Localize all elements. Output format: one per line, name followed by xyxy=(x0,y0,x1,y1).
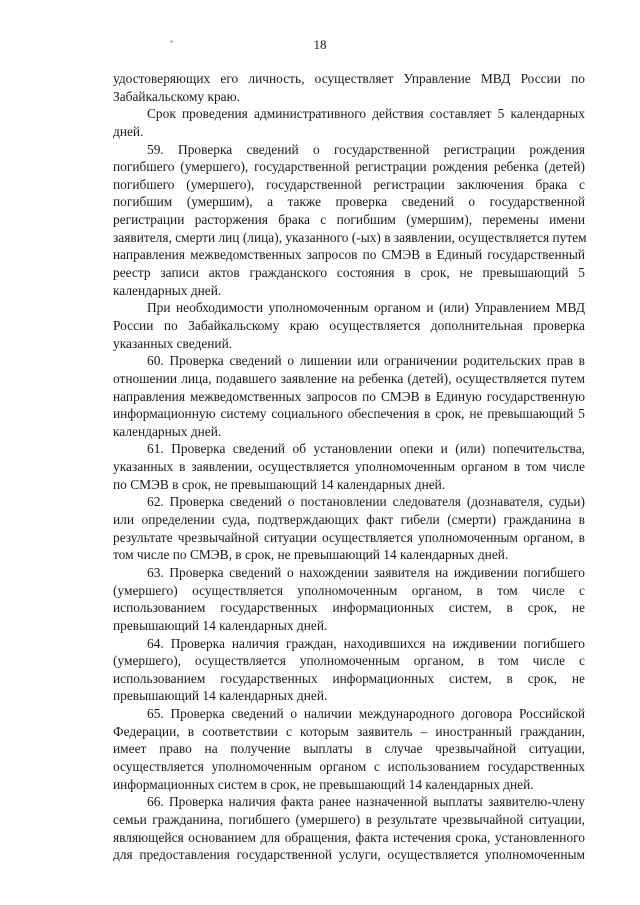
text-line: отношении лица, подавшего заявление на ребенка (детей), осуществляется путем xyxy=(113,370,585,386)
text-line: информационную систему социального обеспечения в срок, не превышающий 5 xyxy=(113,406,585,422)
text-line: по СМЭВ в срок, не превышающий 14 календарных дней. xyxy=(113,476,446,492)
text-line: реестр записи актов гражданского состояния в срок, не превышающий 5 xyxy=(113,265,585,281)
text-line: превышающий 14 календарных дней. xyxy=(113,688,328,704)
text-line: использованием государственных информационных систем, в срок, не xyxy=(113,670,585,686)
text-line: 59. Проверка сведений о государственной регистрации рождения xyxy=(147,141,585,157)
text-line: удостоверяющих его личность, осуществляет Управление МВД России по xyxy=(113,71,585,86)
text-line: осуществляется уполномоченным органом с использованием государственных xyxy=(113,758,585,774)
text-line: использованием государственных информационных систем, в срок, не xyxy=(113,600,585,616)
page-number: 18 xyxy=(313,37,327,52)
text-line: погибшего (умершего), государственной регистрации заключения брака с xyxy=(113,176,585,192)
text-line: (умершего), осуществляется уполномоченным органом, в том числе с xyxy=(113,653,585,669)
text-line: 62. Проверка сведений о постановлении следователя (дознавателя, судьи) xyxy=(147,494,585,510)
text-line: 64. Проверка наличия граждан, находившихся на иждивении погибшего xyxy=(147,635,585,651)
text-line: превышающий 14 календарных дней. xyxy=(113,617,328,633)
text-line: (умершего) осуществляется уполномоченным органом, в том числе с xyxy=(113,582,585,598)
text-line: календарных дней. xyxy=(113,423,222,439)
text-line: заявителя, смерти лиц (лица), указанного (-ых) в заявлении, осуществляется путем xyxy=(113,229,587,245)
text-line: 63. Проверка сведений о нахождении заявителя на иждивении погибшего xyxy=(147,564,585,580)
text-line: для предоставления государственной услуги, осуществляется уполномоченным xyxy=(113,847,585,863)
text-line: погибшего (умершего), государственной регистрации рождения ребенка (детей) xyxy=(113,159,585,175)
text-line: 61. Проверка сведений об установлении опеки и (или) попечительства, xyxy=(147,441,585,457)
text-line: информационных систем в срок, не превышающий 14 календарных дней. xyxy=(113,776,534,792)
text-line: 60. Проверка сведений о лишении или ограничении родительских прав в xyxy=(147,353,585,369)
text-line: направления межведомственных запросов по СМЭВ в Единую государственную xyxy=(113,388,585,404)
text-line: семьи гражданина, погибшего (умершего) в результате чрезвычайной ситуации, xyxy=(113,811,585,827)
text-line: имеет право на получение выплаты в случае чрезвычайной ситуации, xyxy=(113,741,585,757)
text-line: или определении суда, подтверждающих факт гибели (смерти) гражданина в xyxy=(113,512,585,528)
text-line: При необходимости уполномоченным органом и (или) Управлением МВД xyxy=(147,300,585,316)
text-line: календарных дней. xyxy=(113,282,222,298)
text-line: Срок проведения административного действия составляет 5 календарных xyxy=(147,106,585,122)
text-line: России по Забайкальскому краю осуществляется дополнительная проверка xyxy=(113,317,585,333)
text-line: указанных сведений. xyxy=(113,335,233,351)
document-body xyxy=(113,70,585,864)
text-line: Федерации, в соответствии с которым заявитель – иностранный гражданин, xyxy=(113,723,585,739)
text-line: указанных в заявлении, осуществляется уполномоченным органом в том числе xyxy=(113,459,585,475)
text-line: 66. Проверка наличия факта ранее назначенной выплаты заявителю-члену xyxy=(147,794,585,810)
text-line: Забайкальскому краю. xyxy=(113,88,240,104)
text-line: погибшим (умершим), а также проверка сведений о государственной xyxy=(113,194,585,210)
text-line: 65. Проверка сведений о наличии международного договора Российской xyxy=(147,706,585,722)
text-line: являющейся основанием для обращения, факта истечения срока, установленного xyxy=(113,829,585,845)
text-line: результате чрезвычайной ситуации осуществляется уполномоченным органом, в xyxy=(113,529,585,545)
text-line: дней. xyxy=(113,123,144,139)
text-line: направления межведомственных запросов по СМЭВ в Единый государственный xyxy=(113,247,585,263)
text-line: регистрации расторжения брака с погибшим (умершим), перемены имени xyxy=(113,212,585,228)
text-line: том числе по СМЭВ, в срок, не превышающий 14 календарных дней. xyxy=(113,547,509,563)
